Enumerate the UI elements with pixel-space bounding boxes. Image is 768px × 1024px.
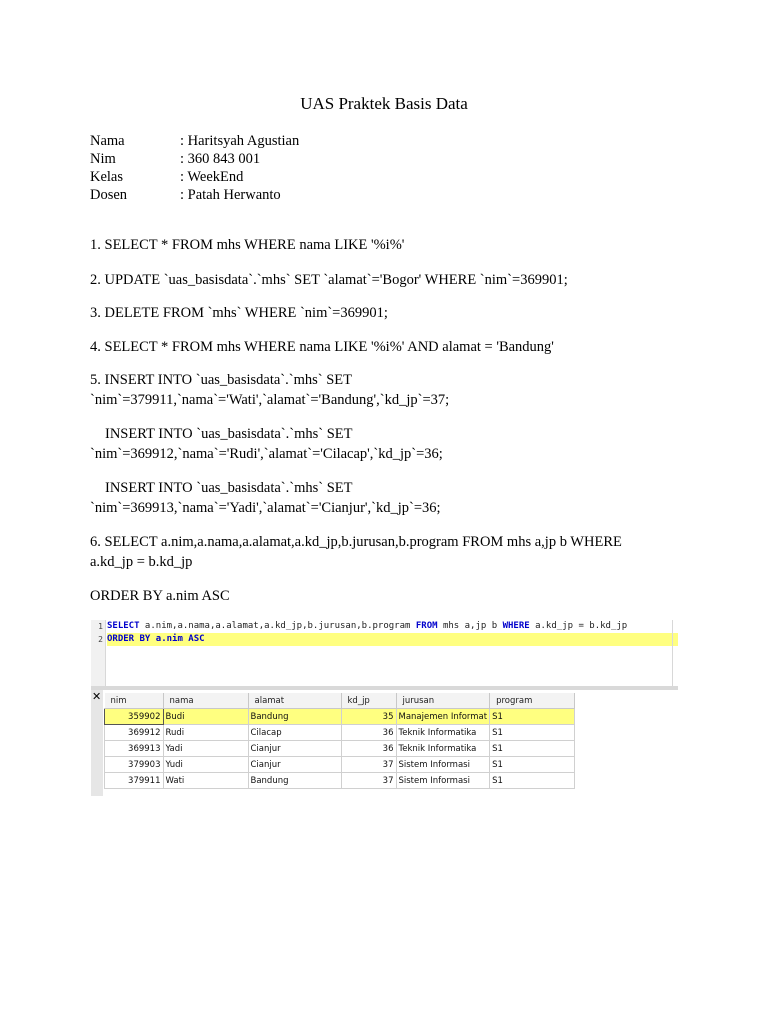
close-icon[interactable]: ✕ [92,690,102,703]
cell-kd-jp[interactable]: 37 [341,757,396,773]
info-label: Dosen [90,187,128,203]
info-row-kelas [90,168,299,186]
cell-program[interactable]: S1 [490,757,575,773]
query-5b-line2: `nim`=369912,`nama`='Rudi',`alamat`='Cilacap',`kd_jp`=36; [90,446,443,462]
cell-program[interactable]: S1 [490,709,575,725]
sql-keyword: SELECT [107,621,140,631]
info-label: Kelas [90,169,124,185]
table-row[interactable] [105,709,575,725]
column-header-jurusan[interactable]: jurusan [396,693,490,709]
query-5b [90,424,690,464]
editor-margin-rule [672,620,673,686]
cell-alamat[interactable]: Cilacap [248,725,341,741]
sql-keyword: ORDER BY [107,634,151,644]
cell-nama[interactable]: Yudi [163,757,248,773]
cell-program[interactable]: S1 [490,741,575,757]
cell-nim[interactable]: 379903 [105,757,164,773]
query-5a-line1: 5. INSERT INTO `uas_basisdata`.`mhs` SET [90,372,352,388]
document-title: UAS Praktek Basis Data [300,94,468,113]
column-header-kd-jp[interactable]: kd_jp [341,693,396,709]
table-row[interactable] [105,725,575,741]
cell-alamat[interactable]: Cianjur [248,757,341,773]
cell-kd-jp[interactable]: 37 [341,773,396,789]
cell-alamat[interactable]: Bandung [248,773,341,789]
query-5b-line1: INSERT INTO `uas_basisdata`.`mhs` SET [105,426,353,442]
cell-nim[interactable]: 369912 [105,725,164,741]
info-row-dosen [90,186,299,204]
query-5a [90,370,690,410]
table-row[interactable] [105,773,575,789]
column-header-program[interactable]: program [490,693,575,709]
cell-program[interactable]: S1 [490,773,575,789]
result-panel [91,690,678,796]
query-2: 2. UPDATE `uas_basisdata`.`mhs` SET `alamat`='Bogor' WHERE `nim`=369901; [90,272,568,288]
cell-jurusan[interactable]: Sistem Informasi [396,757,490,773]
result-grid [104,693,575,789]
cell-nama[interactable]: Budi [163,709,248,725]
query-6-line1: 6. SELECT a.nim,a.nama,a.alamat,a.kd_jp,b.jurusan,b.program FROM mhs a,jp b WHERE [90,534,622,550]
cell-nim[interactable]: 379911 [105,773,164,789]
cell-alamat[interactable]: Bandung [248,709,341,725]
query-6-line2: a.kd_jp = b.kd_jp [90,554,193,570]
info-row-nim [90,150,299,168]
info-value: : Patah Herwanto [180,187,281,203]
code-line-2[interactable] [107,633,678,646]
sql-keyword: FROM [415,621,438,631]
cell-jurusan[interactable]: Sistem Informasi [396,773,490,789]
cell-nim[interactable]: 369913 [105,741,164,757]
info-value: : 360 843 001 [180,151,261,167]
query-3: 3. DELETE FROM `mhs` WHERE `nim`=369901; [90,305,388,321]
cell-program[interactable]: S1 [490,725,575,741]
cell-nim[interactable]: 359902 [105,709,164,725]
query-5c-line1: INSERT INTO `uas_basisdata`.`mhs` SET [105,480,353,496]
line-gutter [91,620,106,686]
query-5a-line2: `nim`=379911,`nama`='Wati',`alamat`='Bandung',`kd_jp`=37; [90,392,450,408]
table-row[interactable] [105,741,575,757]
info-value: : Haritsyah Agustian [180,133,300,149]
column-header-nama[interactable]: nama [163,693,248,709]
query-1: 1. SELECT * FROM mhs WHERE nama LIKE '%i%' [90,237,405,253]
code-line-1[interactable] [107,620,678,633]
cell-jurusan[interactable]: Teknik Informatika [396,741,490,757]
cell-jurusan[interactable]: Teknik Informatika [396,725,490,741]
sql-text: a.nim ASC [150,634,205,644]
query-4: 4. SELECT * FROM mhs WHERE nama LIKE '%i%' AND alamat = 'Bandung' [90,339,554,355]
info-label: Nama [90,133,125,149]
cell-jurusan[interactable]: Manajemen Informat [396,709,490,725]
query-6-order: ORDER BY a.nim ASC [90,588,230,604]
cell-nama[interactable]: Yadi [163,741,248,757]
cell-kd-jp[interactable]: 36 [341,725,396,741]
sql-editor[interactable] [91,620,678,687]
line-number: 2 [98,635,103,644]
student-info [90,132,299,204]
cell-alamat[interactable]: Cianjur [248,741,341,757]
column-header-alamat[interactable]: alamat [248,693,341,709]
line-number: 1 [98,622,103,631]
cell-kd-jp[interactable]: 35 [341,709,396,725]
column-header-nim[interactable]: nim [105,693,164,709]
sql-text: a.kd_jp = b.kd_jp [529,621,628,631]
query-5c [90,478,690,518]
sql-text: a.nim,a.nama,a.alamat,a.kd_jp,b.jurusan,b.program [139,621,416,631]
sql-text: mhs a,jp b [437,621,503,631]
grid-header-row [105,693,575,709]
cell-nama[interactable]: Rudi [163,725,248,741]
cell-nama[interactable]: Wati [163,773,248,789]
cell-kd-jp[interactable]: 36 [341,741,396,757]
query-5c-line2: `nim`=369913,`nama`='Yadi',`alamat`='Cianjur',`kd_jp`=36; [90,500,441,516]
info-row-nama [90,132,299,150]
info-label: Nim [90,151,116,167]
sql-keyword: WHERE [502,621,530,631]
table-row[interactable] [105,757,575,773]
result-panel-sidebar [91,690,103,796]
info-value: : WeekEnd [180,169,244,185]
query-6 [90,532,690,572]
